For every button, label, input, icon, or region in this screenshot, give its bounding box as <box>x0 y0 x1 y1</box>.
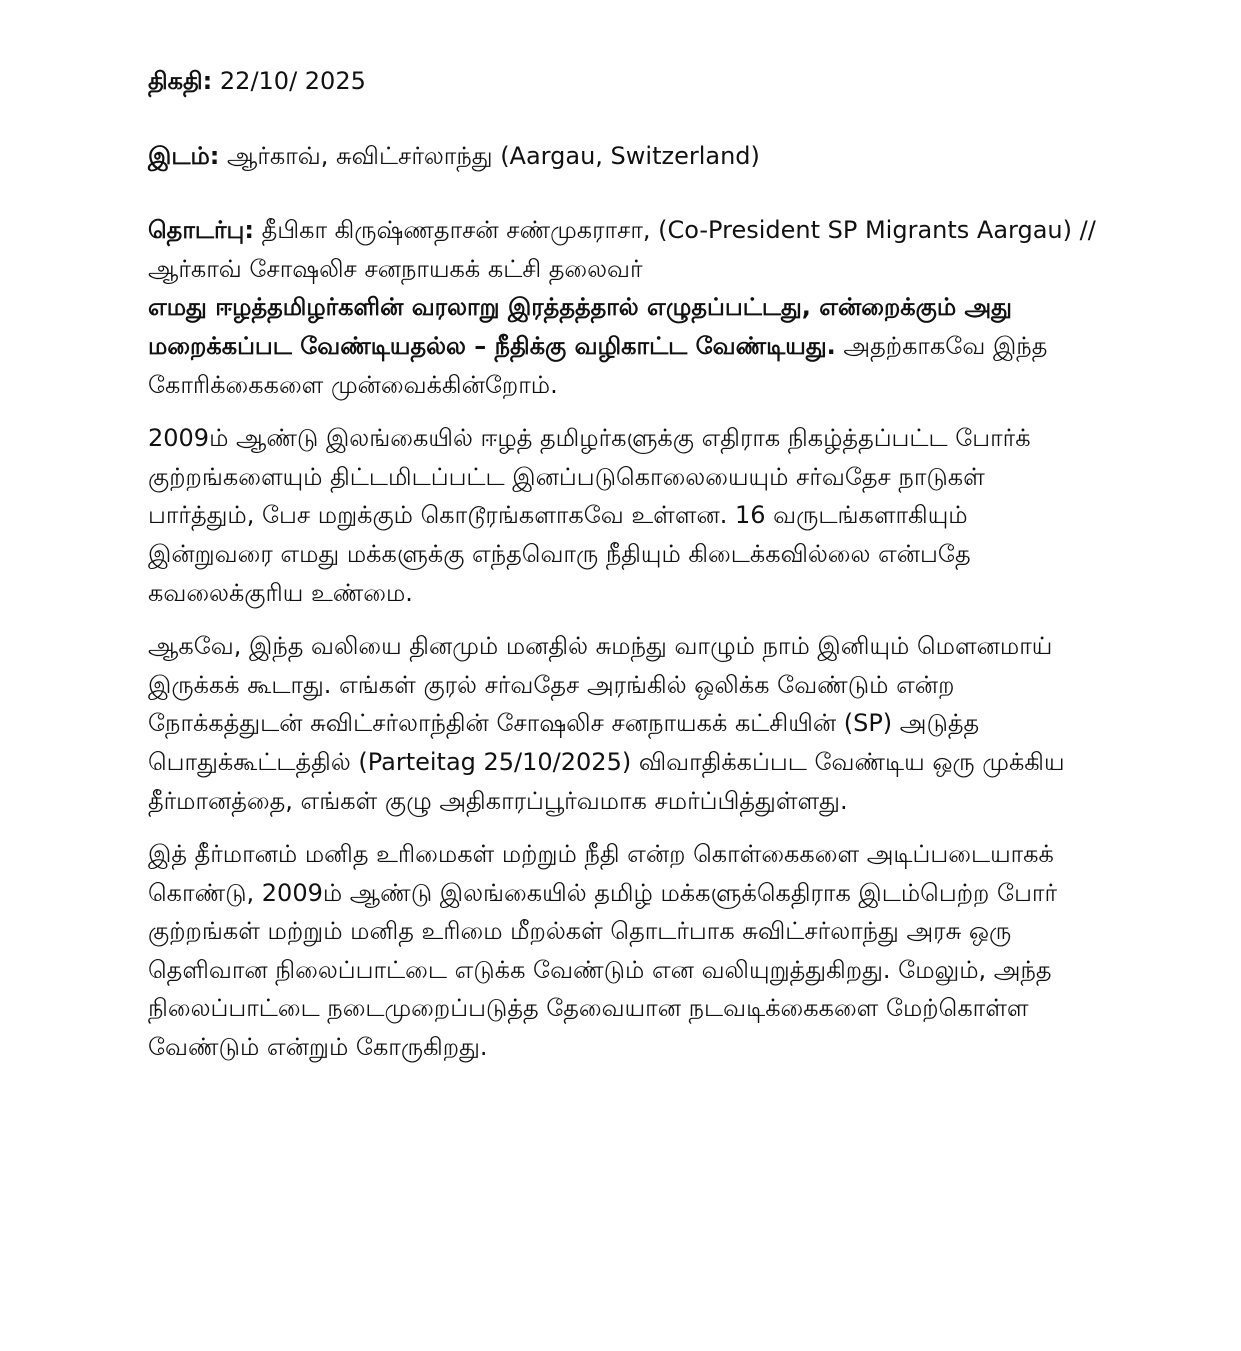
contact-value: தீபிகா கிருஷ்ணதாசன் சண்முகராசா, (Co-President SP Migrants Aargau) //ஆர்காவ் சோஷலிச சனநாயகக் கட்சி தலைவர் <box>148 216 1096 283</box>
date-value: 22/10/ 2025 <box>212 67 366 95</box>
body-paragraph: 2009ம் ஆண்டு இலங்கையில் ஈழத் தமிழர்களுக்கு எதிராக நிகழ்த்தப்பட்ட போர்க் குற்றங்களையும் திட்டமிடப்பட்ட இனப்படுகொலையையும் சர்வதேச நாடுகள் பார்த்தும், பேச மறுக்கும் கொடூரங்களாகவே உள்ளன. 16 வருடங்களாகியும் இன்றுவரை எமது மக்களுக்கு எந்தவொரு நீதியும் கிடைக்கவில்லை என்பதே கவலைக்குரிய உண்மை. <box>148 424 1031 607</box>
contact-line <box>148 211 1098 288</box>
intro-bold-statement: எமது ஈழத்தமிழர்களின் வரலாறு இரத்தத்தால் எழுதப்பட்டது, என்றைக்கும் அது மறைக்கப்பட வேண்டியதல்ல – நீதிக்கு வழிகாட்ட வேண்டியது. <box>148 293 1012 360</box>
date-line <box>148 62 1098 101</box>
contact-label: தொடர்பு: <box>148 216 254 245</box>
date-label: திகதி: <box>148 67 213 95</box>
body-paragraph: ஆகவே, இந்த வலியை தினமும் மனதில் சுமந்து வாழும் நாம் இனியும் மௌனமாய் இருக்கக் கூடாது. எங்கள் குரல் சர்வதேச அரங்கில் ஒலிக்க வேண்டும் என்ற நோக்கத்துடன் சுவிட்சர்லாந்தின் சோஷலிச சனநாயகக் கட்சியின் (SP) அடுத்த பொதுக்கூட்டத்தில் (Parteitag 25/10/2025) விவாதிக்கப்பட வேண்டிய ஒரு முக்கிய தீர்மானத்தை, எங்கள் குழு அதிகாரப்பூர்வமாக சமர்ப்பித்துள்ளது. <box>148 632 1065 815</box>
place-value: ஆர்காவ், சுவிட்சர்லாந்து (Aargau, Switzerland) <box>219 141 760 170</box>
place-label: இடம்: <box>148 141 220 170</box>
body-paragraph: இத் தீர்மானம் மனித உரிமைகள் மற்றும் நீதி என்ற கொள்கைகளை அடிப்படையாகக் கொண்டு, 2009ம் ஆண்டு இலங்கையில் தமிழ் மக்களுக்கெதிராக இடம்பெற்ற போர் குற்றங்கள் மற்றும் மனித உரிமை மீறல்கள் தொடர்பாக சுவிட்சர்லாந்து அரசு ஒரு தெளிவான நிலைப்பாட்டை எடுக்க வேண்டும் என வலியுறுத்துகிறது. மேலும், அந்த நிலைப்பாட்டை நடைமுறைப்படுத்த தேவையான நடவடிக்கைகளை மேற்கொள்ள வேண்டும் என்றும் கோருகிறது. <box>148 840 1057 1062</box>
intro-paragraph <box>148 288 1098 404</box>
intro-normal-text: அதற்காகவே இந்த கோரிக்கைகளை முன்வைக்கின்றோம். <box>148 331 1048 399</box>
place-line <box>148 137 1098 176</box>
document-page <box>148 62 1098 1067</box>
